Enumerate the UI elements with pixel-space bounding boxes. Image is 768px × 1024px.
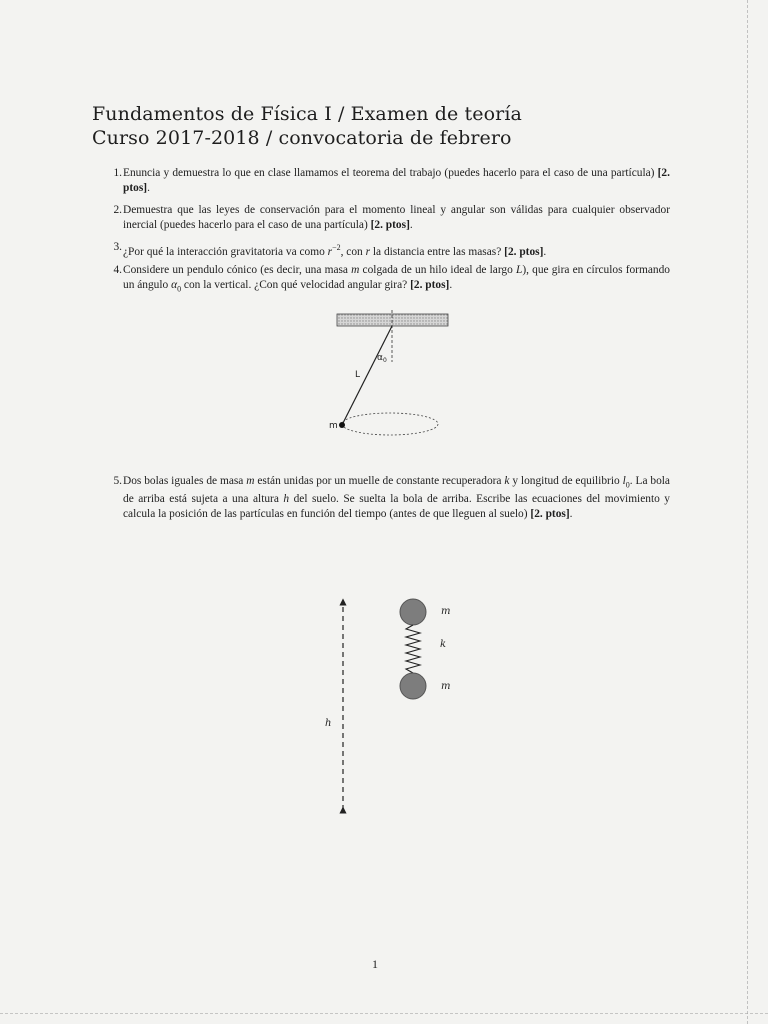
math-h: h — [283, 493, 290, 506]
conical-pendulum-figure — [320, 302, 460, 442]
question-number: 1. — [113, 167, 122, 179]
question-points: [2. ptos] — [123, 167, 670, 194]
question-period: . — [409, 219, 413, 231]
question-number: 3. — [113, 241, 122, 253]
pendulum-mass — [339, 422, 345, 428]
question-body-part: con la vertical. ¿Con qué velocidad angular gira? — [181, 279, 408, 291]
question-text — [123, 263, 670, 296]
title-line-2: Curso 2017-2018 / convocatoria de febrero — [92, 127, 512, 149]
label-angle: $\alpha_0$ — [377, 353, 387, 364]
math-exponent: −2 — [332, 243, 341, 252]
question-body-part: están unidas por un muelle de constante recuperadora — [254, 475, 505, 487]
question-period: . — [569, 508, 573, 521]
exam-title — [92, 102, 522, 150]
question-period: . — [147, 182, 150, 194]
label-height: h — [325, 718, 332, 729]
question-body-part: , con — [340, 245, 366, 258]
label-bottom-mass: m — [441, 681, 451, 692]
question-body: Demuestra que las leyes de conservación para el momento lineal y angular son válidas para cualquier observador inercial (puedes hacerlo para el caso de una partícula) — [123, 204, 670, 231]
question-points: [2. ptos] — [504, 245, 544, 258]
question-text — [123, 240, 670, 260]
ceiling-support — [337, 314, 448, 326]
question-points: [2. ptos] — [370, 219, 410, 231]
question-body-part: y longitud de equilibrio — [509, 475, 623, 487]
question-body-part: Considere un pendulo cónico (es decir, una masa — [123, 264, 352, 276]
spring-balls-figure — [315, 590, 465, 820]
question-period: . — [543, 245, 547, 258]
math-subscript: 0 — [625, 480, 630, 490]
circular-path-dashed — [342, 413, 438, 435]
math-alpha: α — [171, 279, 178, 291]
question-body-part: ¿Por qué la interacción gravitatoria va como — [123, 245, 328, 258]
label-mass: m — [329, 421, 338, 431]
label-top-mass: m — [441, 606, 451, 617]
question-body-part: ), que gira en círculos formando un ángulo — [123, 264, 670, 291]
title-line-1: Fundamentos de Física I / Examen de teoría — [92, 103, 522, 125]
question-body-part: colgada de un hilo ideal de largo — [359, 264, 516, 276]
question-body-part: del suelo. Se suelta la bola de arriba. Escribe las ecuaciones del movimiento y calcula la posición de las partículas en función del tiempo (antes de que lleguen al suelo) — [123, 493, 671, 521]
top-ball — [400, 599, 426, 625]
scan-edge-right — [746, 0, 748, 1024]
math-m: m — [246, 475, 255, 487]
bottom-ball — [400, 673, 426, 699]
spring — [406, 625, 420, 673]
page-number: 1 — [372, 957, 378, 971]
math-r: r — [327, 245, 333, 258]
scan-edge-bottom — [0, 1012, 768, 1014]
math-m: m — [351, 264, 360, 276]
label-length: L — [355, 370, 361, 380]
question-points: [2. ptos] — [410, 279, 450, 291]
math-k: k — [504, 475, 510, 487]
label-spring-constant: k — [440, 639, 447, 650]
question-body-part: Dos bolas iguales de masa — [123, 475, 247, 487]
math-l: l — [622, 475, 626, 487]
question-number: 2. — [113, 204, 122, 216]
math-L: L — [515, 264, 523, 276]
math-subscript: 0 — [177, 284, 182, 294]
question-body-part: la distancia entre las masas? — [370, 245, 502, 258]
math-r: r — [365, 245, 371, 258]
question-body: Enuncia y demuestra lo que en clase llamamos el teorema del trabajo (puedes hacerlo para el caso de una partícula) — [123, 167, 655, 179]
question-points: [2. ptos] — [530, 508, 570, 521]
question-text — [123, 203, 670, 233]
question-body-part: . La bola de arriba está sujeta a una altura — [123, 475, 670, 506]
question-text — [123, 474, 670, 522]
question-number: 5. — [113, 475, 122, 487]
question-text — [123, 166, 670, 196]
question-number: 4. — [113, 264, 122, 276]
question-period: . — [449, 279, 453, 291]
pendulum-string — [342, 326, 392, 425]
